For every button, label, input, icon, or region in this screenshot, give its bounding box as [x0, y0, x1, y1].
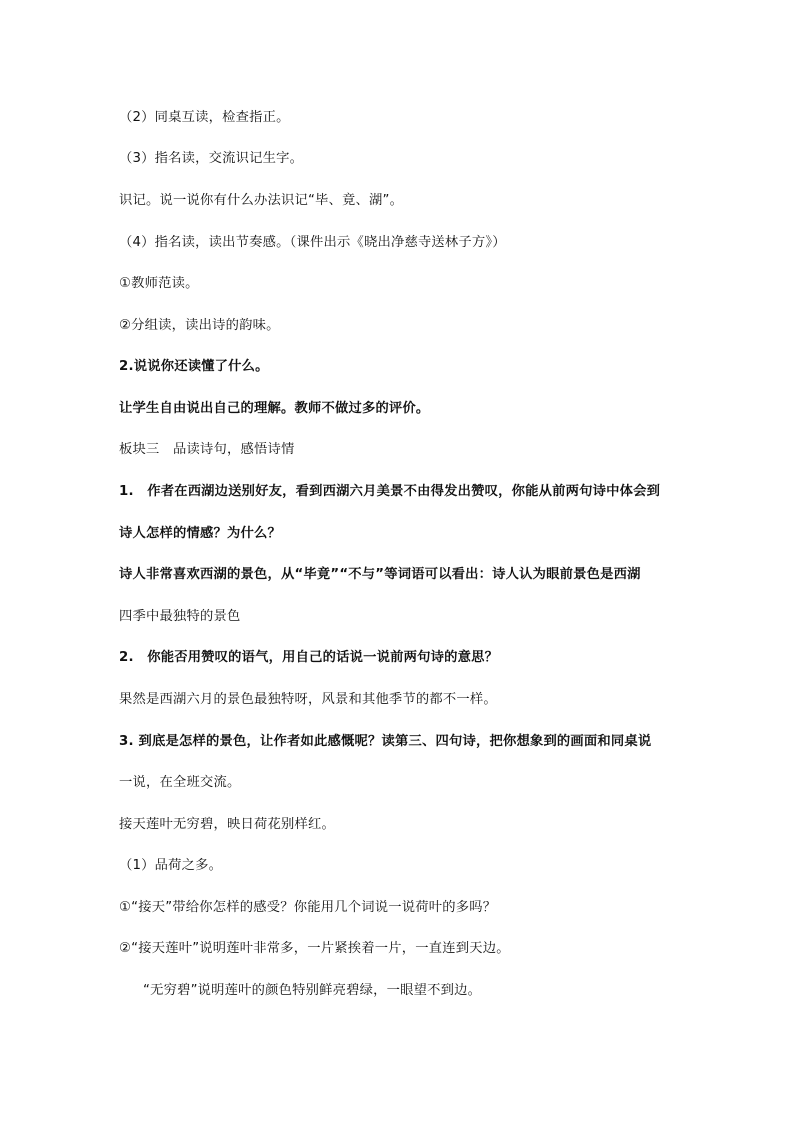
text-line-22: “无穷碧”说明莲叶的颜色特别鲜亮碧绿，一眼望不到边。	[143, 983, 482, 998]
text-line-8: 让学生自由说出自己的理解。教师不做过多的评价。	[119, 401, 430, 416]
text-line-18: 接天莲叶无穷碧，映日荷花别样红。	[119, 817, 335, 832]
text-line-6: ②分组读，读出诗的韵味。	[119, 318, 280, 333]
section-heading: 板块三 品读诗句，感悟诗情	[119, 442, 295, 457]
text-line-12: 诗人非常喜欢西湖的景色，从“毕竟”“不与”等词语可以看出：诗人认为眼前景色是西湖	[119, 567, 641, 582]
text-line-21: ②“接天莲叶”说明莲叶非常多，一片紧挨着一片，一直连到天边。	[119, 941, 510, 956]
text-line-20: ①“接天”带给你怎样的感受？你能用几个词说一说荷叶的多吗？	[119, 900, 497, 915]
text-line-15: 果然是西湖六月的景色最独特呀，风景和其他季节的都不一样。	[119, 692, 497, 707]
text-line-11: 诗人怎样的情感？为什么？	[119, 526, 281, 541]
text-line-3: 识记。说一说你有什么办法识记“毕、竟、湖”。	[119, 193, 404, 208]
text-line-10: 1. 作者在西湖边送别好友，看到西湖六月美景不由得发出赞叹，你能从前两句诗中体会到	[119, 484, 661, 499]
text-line-14: 2. 你能否用赞叹的语气，用自己的话说一说前两句诗的意思？	[119, 650, 499, 665]
text-line-19: （1）品荷之多。	[119, 858, 223, 873]
text-line-1: （2）同桌互读，检查指正。	[119, 110, 290, 125]
text-line-4: （4）指名读，读出节奏感。（课件出示《晓出净慈寺送林子方》）	[119, 235, 506, 250]
text-line-13: 四季中最独特的景色	[119, 609, 241, 624]
text-line-5: ①教师范读。	[119, 276, 199, 291]
text-line-16: 3. 到底是怎样的景色，让作者如此感慨呢？读第三、四句诗，把你想象到的画面和同桌说	[119, 734, 652, 749]
text-line-7: 2.说说你还读懂了什么。	[119, 359, 269, 374]
text-line-2: （3）指名读，交流识记生字。	[119, 151, 304, 166]
text-line-17: 一说，在全班交流。	[119, 775, 241, 790]
